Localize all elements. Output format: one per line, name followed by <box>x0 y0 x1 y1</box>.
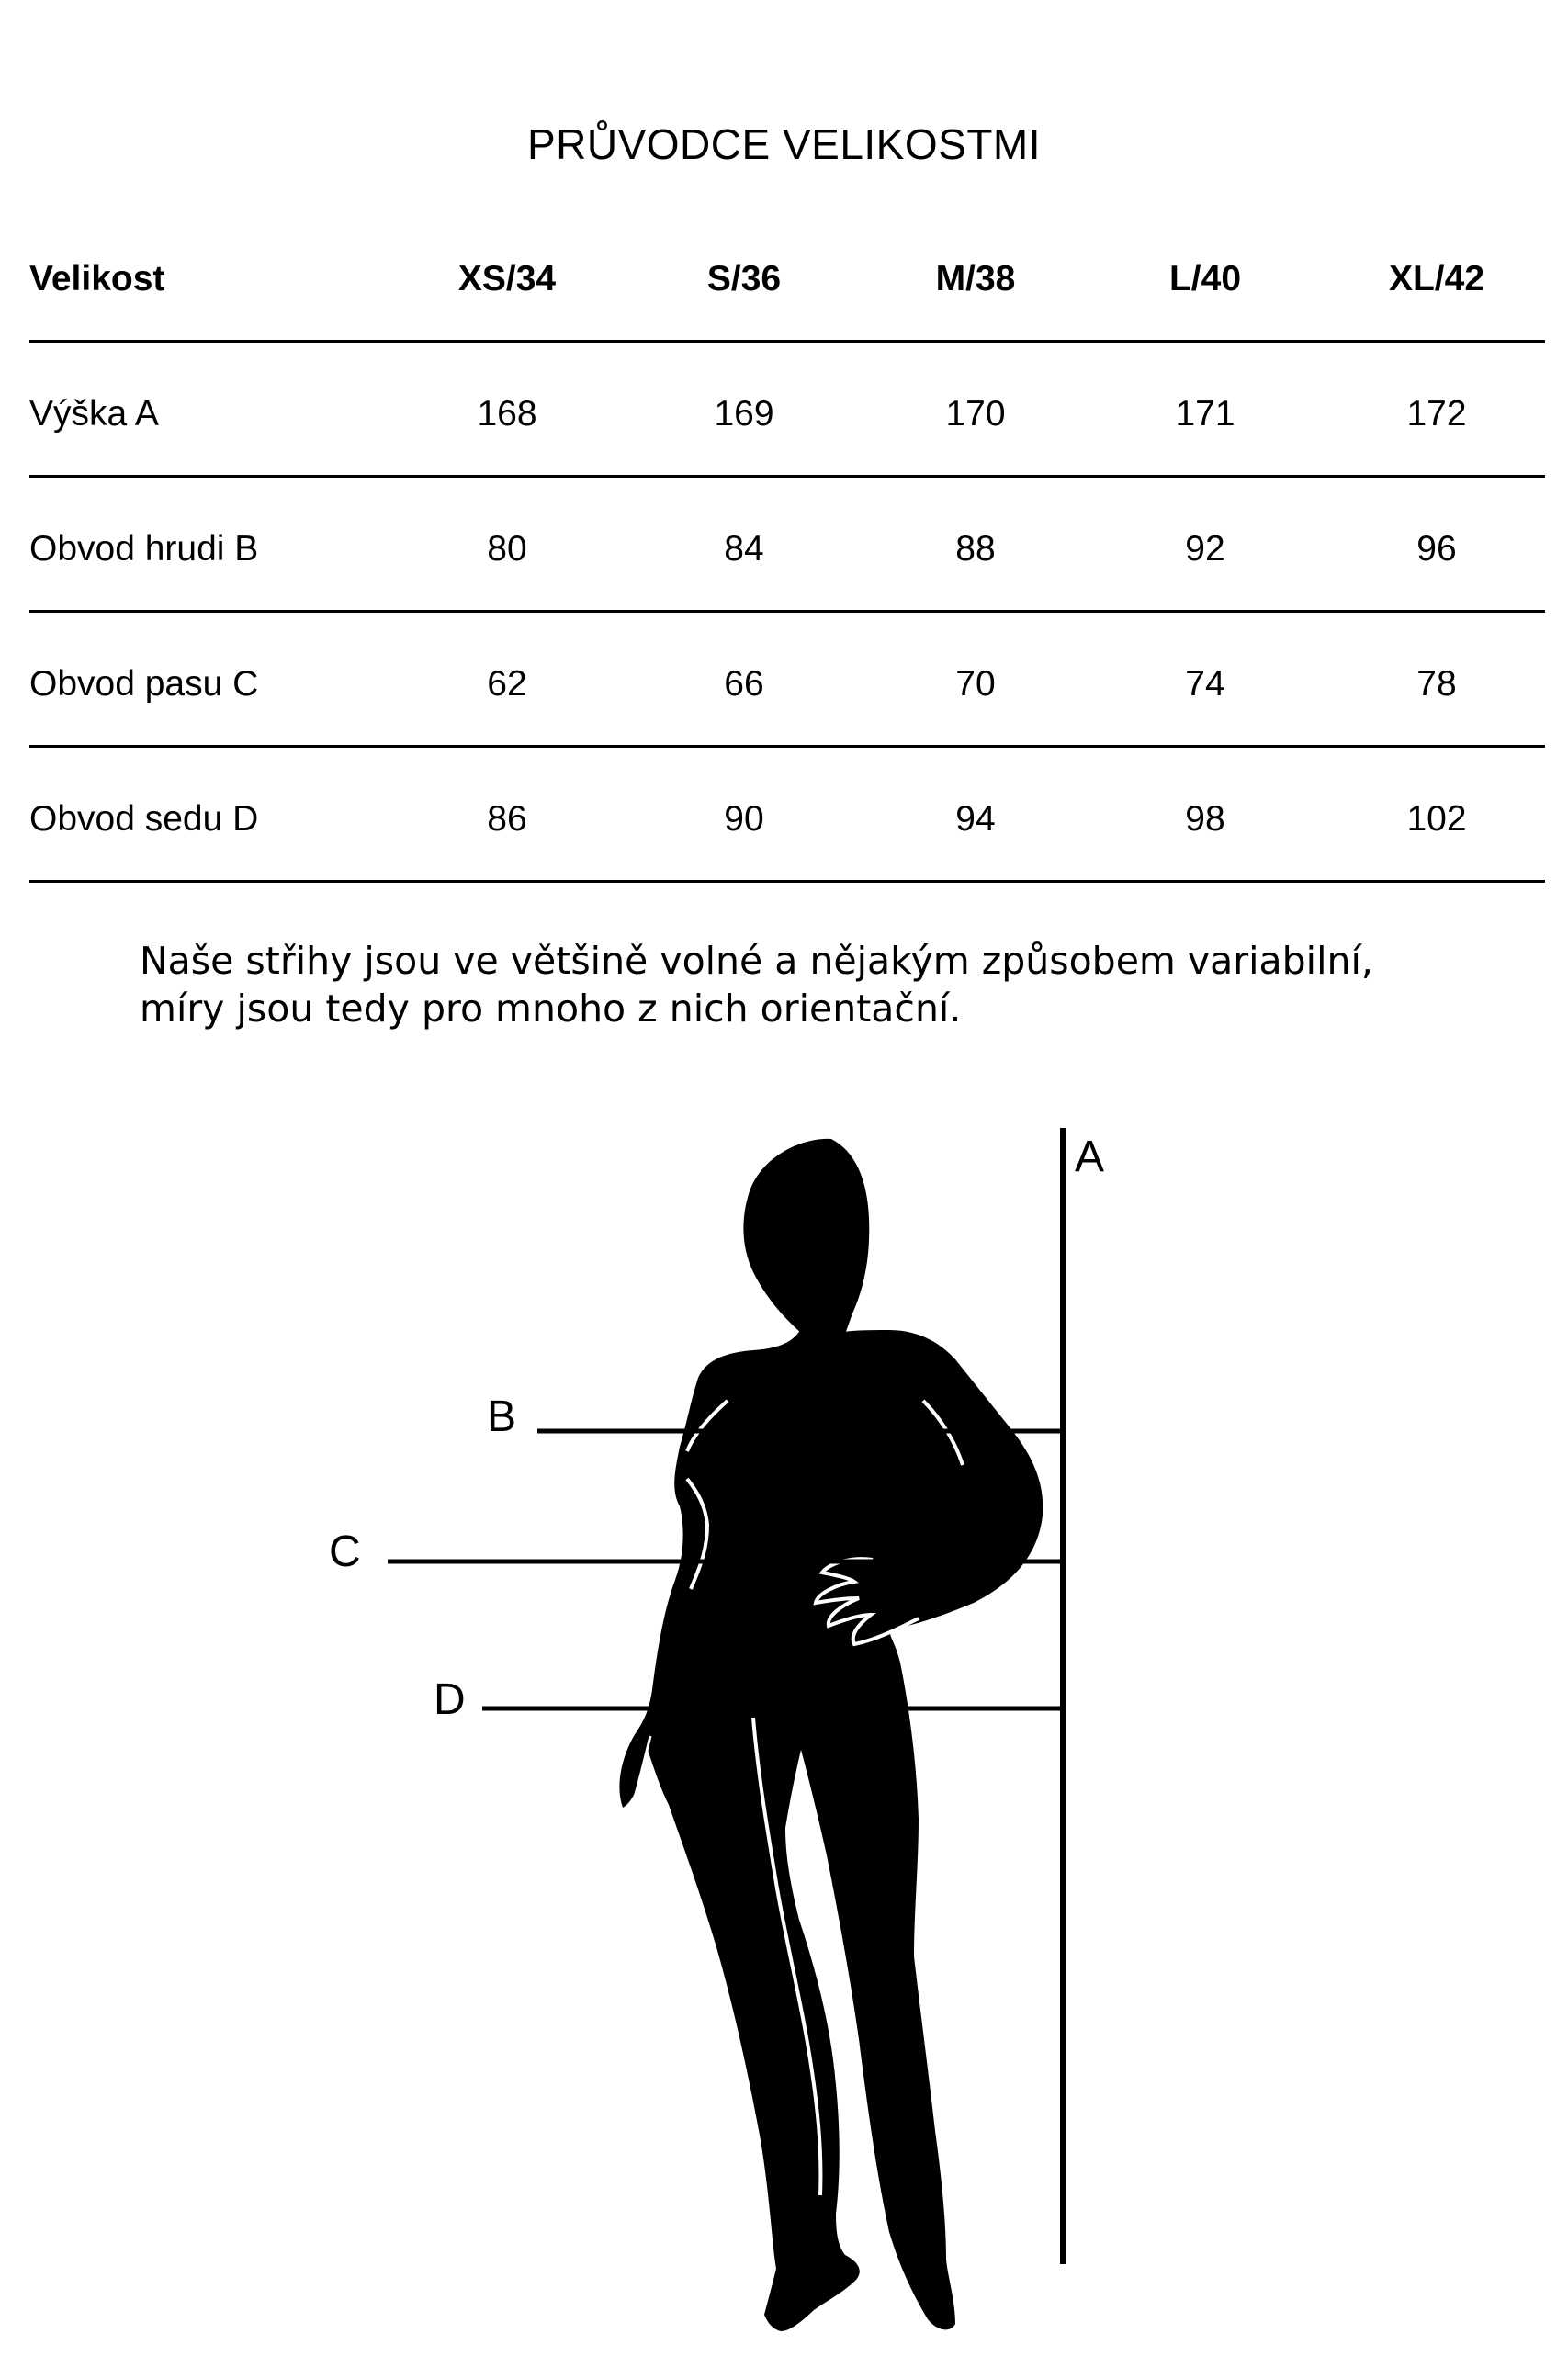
table-cell: 70 <box>955 664 996 704</box>
table-cell: 84 <box>724 529 764 569</box>
table-cell: 92 <box>1185 529 1225 569</box>
table-cell: 90 <box>724 799 764 839</box>
header-size-l: L/40 <box>1168 259 1242 299</box>
table-cell: 168 <box>477 394 537 434</box>
label-b: B <box>487 1392 517 1441</box>
measurement-figure <box>0 1102 1568 2351</box>
row-label: Obvod pasu C <box>29 664 259 704</box>
note-line-1: Naše střihy jsou ve většině volné a nějakým způsobem variabilní, <box>140 939 1373 983</box>
header-size-xl: XL/42 <box>1388 259 1485 299</box>
table-cell: 169 <box>714 394 774 434</box>
label-d: D <box>434 1675 466 1724</box>
table-cell: 172 <box>1406 394 1467 434</box>
table-cell: 94 <box>955 799 996 839</box>
header-size-xs: XS/34 <box>457 259 557 299</box>
table-cell: 96 <box>1416 529 1457 569</box>
table-row-waist <box>29 613 1545 748</box>
note-line-2: míry jsou tedy pro mnoho z nich orientační. <box>140 986 962 1031</box>
size-note <box>140 937 1481 1032</box>
header-label: Velikost <box>29 259 165 299</box>
table-cell: 171 <box>1175 394 1235 434</box>
row-label: Výška A <box>29 394 159 434</box>
table-row-hips <box>29 748 1545 883</box>
table-cell: 88 <box>955 529 996 569</box>
table-cell: 62 <box>487 664 527 704</box>
header-size-m: M/38 <box>935 259 1016 299</box>
table-cell: 66 <box>724 664 764 704</box>
label-a: A <box>1075 1133 1105 1181</box>
table-cell: 74 <box>1185 664 1225 704</box>
table-cell: 102 <box>1406 799 1467 839</box>
table-cell: 86 <box>487 799 527 839</box>
table-cell: 78 <box>1416 664 1457 704</box>
row-label: Obvod hrudi B <box>29 529 259 569</box>
row-label: Obvod sedu D <box>29 799 259 839</box>
table-cell: 170 <box>945 394 1006 434</box>
header-size-s: S/36 <box>706 259 782 299</box>
table-row-chest <box>29 478 1545 613</box>
table-cell: 98 <box>1185 799 1225 839</box>
female-body-silhouette-icon <box>619 1139 1043 2331</box>
table-row-height <box>29 343 1545 478</box>
label-c: C <box>329 1527 361 1576</box>
table-header-row <box>29 230 1545 343</box>
page-title: PRŮVODCE VELIKOSTMI <box>526 120 1042 168</box>
table-cell: 80 <box>487 529 527 569</box>
size-table <box>29 230 1545 883</box>
